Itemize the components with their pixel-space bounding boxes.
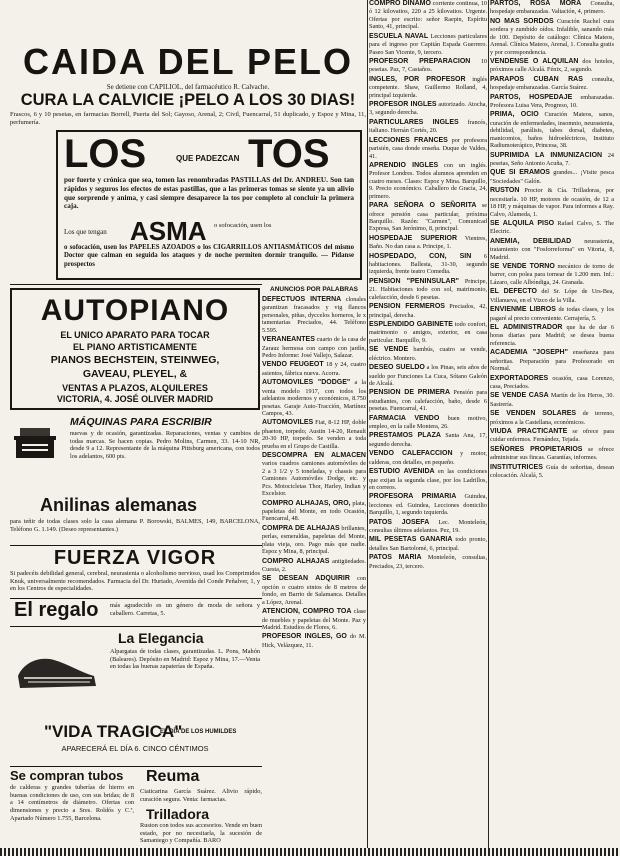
ad-text: Si padecéis debilidad general, cerebral, neurastenia o alcoholismo nervioso, usad los Comprimidos Knuk, universalmente recomendados. Farmacia del Dr. Hurtado, Avenida del Conde Peñalver, 1, y en los Centros de especialidades. [10,570,260,593]
classified-body: varios cuadros camiones automóviles de 2 a 3 1/2 y 5 toneladas, y chassis para Camiones Automóviles Dodge, etc. y Pcs. Motocicletas Thor, Harley, Indian y Excelsior. [262,460,366,498]
ad-subtitle: EL DÍA DE LOS HUMILDES [160,729,237,735]
classified-item [262,558,366,574]
classified-body: consulta, hospedaje embarazadas. García Suárez. [490,75,614,92]
classified-item [369,468,487,491]
classified-body: a la venta modelo 1917, con todos los adelantos modernos y económicos, 8.750 pesetas. Garaje Auto-Tracción, Martínez Campos, 43. [262,379,366,417]
classified-lead: SE VENDEN SOLARES [490,410,577,418]
ad-text: GAVEAU, PLEYEL, & [82,368,188,380]
classified-body: inglés competente. Shaw, Guillermo Rolland, 4, principal izquierda. [369,75,487,99]
classified-item [490,111,614,149]
classified-lead: COMPRO ALHAJAS, ORO, [262,499,351,507]
classified-body: bambús, cuatro se vende, eléctrico. Montero. [369,346,487,362]
ad-text: VENTAS A PLAZOS, ALQUILERES [62,383,208,393]
ad-title: TOS [248,132,330,176]
classified-lead: PRESTAMOS PLAZA [369,432,441,440]
ad-text: más agradecido es un género de moda de señora y caballero. Carretas, 5. [110,602,260,617]
classified-list [369,0,487,570]
classified-body: enseñanza para señoritas. Preparación para Profesorado en Normal. [490,349,614,373]
classified-lead: HOSPEDAJE SUPERIOR [369,234,458,242]
classified-lead: PARTOS, HOSPEDAJE [490,93,573,101]
ad-title: El regalo [14,599,99,621]
ad-text: nuevas y de ocasión, garantizadas. Reparaciones, ventas y cambios de todas marcas. Se hacen copias. Pedro Molins, Carmen, 33. 14-10 NR, desde 9 a 12. Representante de la máquina Pittsburg americana, con todos los adelantos, 600 pts. [70,430,260,461]
classified-item [369,101,487,117]
classified-lead: DEFECTUOS INTERNA [262,296,342,303]
classified-item [490,306,614,322]
classified-body: 18 y 24, cuatro asientos, fábrica nueva. Acorra. [262,361,366,377]
classified-column-4 [490,0,614,848]
classified-item [369,0,487,31]
ad-text: o sofocación, usen los PAPELES AZOADOS o los CIGARRILLOS ANTIASMÁTICOS del mismo Doctor que calman en seguida los ataques y de noche permiten dormir tranquilo. — Pídanse prospectos [64,244,354,268]
classified-lead: ESCUELA NAVAL [369,32,429,40]
classified-body: del Sr. Lópe de Urs-Bea, Villanueva, en el Vizco de la Villa. [490,288,614,304]
ad-text: APARECERÁ EL DÍA 6. CINCO CÉNTIMOS [61,744,209,753]
classified-body: buen motivo, empleo, en la calle Montera, 26. [369,414,487,431]
classified-lead: PARTICULARES INGLES [369,118,459,126]
classified-item [262,296,366,334]
classified-item [490,349,614,372]
classified-body: Lecciones particulares para el ingreso por Capitán Espada Guerrero. Paseo San Vicente, 9, tercero. [369,32,487,56]
classified-item [262,575,366,606]
divider [10,766,262,767]
classified-list [262,296,366,649]
ad-text: Alpargatas de todas clases, garantizadas. L. Pons, Mahón (Baleares). Depósito en Madrid: Espoz y Mina, 17.—Venta en todas las buenas zapaterías de España. [110,648,260,671]
ad-title: LOS [64,132,147,176]
ad-text: Los que tengan [64,228,107,236]
ad-title: Trilladora [146,806,210,822]
ad-tos [56,130,362,280]
classified-body: Vientres, Baño. No dan casa a. Principe, 1. [369,234,487,251]
column-rule [488,0,489,848]
classified-lead: VENDO FEUGEOT [262,361,324,369]
classified-column-mid [262,286,366,848]
ad-text: PIANOS BECHSTEIN, STEINWEG, [50,354,220,366]
ad-title: La Elegancia [118,630,204,646]
classified-item [490,58,614,74]
classified-item [490,375,614,391]
classified-body: Curación Mateos, sanos, curación de enfermedades, insomnio, neurastenia, debilidad, parálisis, tabes dorsal, diabetes, manicomios, baños hidroeléctricos, Instituto Radiumoterápico, Princesa, 38. [490,111,614,150]
ad-text: o sofocación, usen los [214,222,272,229]
classified-list [490,0,614,479]
classified-item [369,536,487,552]
classified-lead: SE DESEAN ADQUIRIR [262,575,350,583]
classified-body: brillantes, perlas, esmeraldas, papeletas del Monte, plata vieja, oro. Pago más que nadie. Espoz y Mina, 8, principal. [262,524,366,556]
classified-lead: NO MAS SORDOS [490,17,554,25]
classified-item [490,263,614,286]
classified-body: Monteleón, consultas, Preciados, 23, tercero. [369,554,487,570]
classified-body: de todas clases, y los pagaré al precio conveniente. Cerrajería, 5. [490,306,614,322]
classified-body: todo confort, matrimonio o amigos, exterior, en casa particular. Barquillo, 9. [369,321,487,344]
ad-maquinas [10,414,260,496]
classified-lead: ESTUDIO AVENIDA [369,468,435,476]
classified-body: 24 pesetas, Seño Antonio Acuña, 7. [490,151,614,167]
classified-item [490,220,614,236]
classified-body: ocasión, casa Lorenzo, casa, Preciados. [490,374,614,390]
classified-lead: ACADEMIA "JOSEPH" [490,349,568,357]
classified-lead: EL ADMINISTRADOR [490,323,563,331]
classified-lead: INGLES, POR PROFESOR [369,75,466,83]
classified-lead: QUE SI ERAMOS [490,169,550,177]
classified-body: clase de muebles y papeletas del Monte. Paz y Madrid. Estudios de Flores, 6. [262,608,366,631]
ad-text: por fuerte y crónica que sea, tomen las renombradas PASTILLAS del Dr. ANDREU. Son tan rápidos y seguros los efectos de estas pastillas, que a las primeras tomas se siente ya un alivio que sorprende y anima, y casi siempre desaparece la tos por completo al concluir la primera caja. [64,176,354,211]
ad-text: VICTORIA, 4. JOSÉ OLIVER MADRID [56,394,214,404]
classified-item [490,0,614,16]
classified-body: Fiat, 8-12 HP, doble phaeton, torpedo; Austin 14-20, Renault 20-30 HP, torpedo. Se venden a toda prueba en el Grupo de Castilla. [262,419,366,450]
classified-lead: PENSION FERMEROS [369,303,445,311]
classified-body: Preciados, 42, principal, derecha. [369,303,487,319]
classified-item [262,361,366,377]
classified-body: se ofrece pensión casa particular, próxima Barquillo. Razón: "Carmen", Comunicad Expresa, San Jerónimo, 8, principal. [369,202,487,233]
classified-item [262,336,366,359]
ad-title: ASMA [130,216,207,246]
classified-body: francés, italiano. Hernán Cortés, 20. [369,118,487,135]
classified-lead: PENSION "PENINSULAR" [369,277,459,285]
ad-vida-tragica [10,718,260,762]
classified-lead: PROFESOR INGLES [369,101,437,109]
classified-item [369,58,487,74]
ad-title: Anilinas alemanas [40,495,198,515]
classified-lead: PATOS MARIA [369,554,422,562]
classified-item [369,450,487,466]
classified-item [490,94,614,110]
classified-body: Consulta, hospedaje embarazadas. Valtación, 4, primero. [490,0,614,16]
classified-body: Curación Rachel cura sordera y zumbido oídos. Infalible, sanando más de 100. Depósito de catálogo: Clínica Mateos, Arenal. Clínica Mateos, Arenal, 1. Consulta gratis y por correspondencia. [490,17,614,56]
classified-body: dos hoteles, próximos calle Alcalá. Fénix, 2, segundo. [490,57,614,74]
classified-item [490,18,614,56]
classified-item [262,633,366,649]
classified-body: Principe, 21. Habitaciones todo con sol, matrimonio, calefacción, desde 6 pesetas. [369,277,487,301]
classified-lead: PARA SEÑORA O SEÑORITA [369,202,477,210]
classified-item [369,493,487,516]
classified-item [369,389,487,412]
classified-body: Guindea, lecciones ed. Guindea, Lecciones domicilio Barquillo, 1, segundo izquierda. [369,493,487,517]
ad-trilladora [140,806,262,848]
ad-text: Ciaticarina García Suárez. Alivio rápido, curación segura. Venta: farmacias. [140,788,262,803]
classified-body: do M. Hick, Velázquez, 11. [262,633,366,649]
ad-regalo [10,600,260,626]
classified-lead: PRIMA, OCIO [490,111,539,119]
classified-lead: SE VENDE [369,346,409,354]
classified-lead: VENDENSE O ALQUILAN [490,57,579,65]
classified-item [490,76,614,92]
classified-lead: COMPRO ALHAJAS [262,557,330,565]
classified-lead: PARTOS, ROSA MORA [490,0,582,7]
classified-item [262,608,366,631]
classified-lead: DESCOMPRA EN ALMACEN [262,452,366,460]
page-bottom-edge [0,848,620,856]
classified-body: clonales garantizan fracasados y vig flancos personales, piñas, dyccelos horneros, le x tamentarias Preciados, 44. Teléfono 5.595. [262,296,366,334]
classified-body: 10 pesetas. Paz, 7, Castaños. [369,57,487,74]
ad-title: "VIDA TRAGICA" [44,722,183,741]
classified-item [369,415,487,431]
ad-text: de calderas y grandes tuberías de hierro en buenas condiciones de uso, con sus bridas; de 8 a 14 centímetros de diámetro. Ofertas con dimensiones y precio a Sres. Roldós y C.ª, Apartado Número 1.755, Barcelona. [10,784,134,822]
classified-body: por profesora parisién, casa donde enseña. Duque de Valdes, 41. [369,136,487,160]
classified-item [369,162,487,200]
ad-text: EL UNICO APARATO PARA TOCAR [60,330,210,340]
classified-lead: EXPORTADORES [490,374,549,382]
ad-tubos [10,768,136,848]
classified-lead: SE VENDE TORNO [490,263,555,271]
classified-item [369,346,487,362]
ad-elegancia [10,628,260,718]
classified-body: Martín de los Heros, 30. Sastrería. [490,392,614,408]
ad-anilinas [10,496,260,544]
classified-item [369,137,487,160]
ad-title: Se compran tubos [10,768,124,783]
classified-body: cuarto de la casa de Zarauz hermosa con campo con jardín, Pedro Informe: José Vallejo, Salazar. [262,336,366,359]
section-header: ANUNCIOS POR PALABRAS [270,286,358,293]
classified-body: Lec. Monteleón, consultas últimos adelantos. Pez, 19. [369,518,487,535]
ad-title: Reuma [146,768,200,785]
ad-slogan: CURA LA CALVICIE ¡PELO A LOS 30 DIAS! [20,91,356,109]
classified-lead: VIUDA PRACTICANTE [490,427,568,435]
classified-body: antigüedades. Cuesta, 2. [262,557,366,574]
classified-item [369,235,487,251]
ad-fuerza-vigor [10,548,260,598]
classified-body: Pensión para estudiantes, con calefacción, baño, desde 6 pesetas. Fuencarral, 41. [369,389,487,413]
ad-title: AUTOPIANO [40,294,230,327]
classified-lead: PROFESOR INGLES, GO [262,633,347,641]
classified-lead: MIL PESETAS GANARIA [369,536,453,544]
classified-item [490,464,614,480]
classified-lead: FARMACIA VENDO [369,414,440,422]
classified-item [369,202,487,233]
classified-item [490,392,614,408]
classified-lead: APRENDIO INGLES [369,161,439,169]
classified-lead: PARAPOS CUBAN RAS [490,75,583,83]
divider [10,284,262,285]
classified-lead: PATOS JOSEFA [369,518,430,526]
classified-body: y motor, calderas, con detalles, en pequeño. [369,450,487,466]
ad-text: EL PIANO ARTISTICAMENTE [72,342,197,352]
classified-item [262,525,366,556]
divider [10,626,262,627]
classified-lead: SUPRIMIDA LA INMUNIZACION [490,151,603,159]
classified-item [369,303,487,319]
ad-caida-del-pelo [10,0,366,128]
classified-lead: VENDO CALEFACCION [369,450,453,458]
ad-title: CAIDA DEL PELO [22,41,354,82]
classified-column-3 [369,0,487,848]
classified-body: con un inglés. Profesor Londres. Todos alumnos aprenden en cuatro meses. Clases: Espoz y Mina. Barquillo, 9. Precio económico. Caballero de Gracia, 24, primero. [369,161,487,200]
ad-title: FUERZA VIGOR [53,547,217,569]
classified-item [490,187,614,218]
classified-body: de terreno, próximos a la Castellana, económicos. [490,410,614,426]
classified-lead: HOSPEDADO, CON, SIN [369,252,472,260]
classified-body: se ofrece para cuidar enfermos. Fernández, Tejada. [490,427,614,444]
classified-item [369,321,487,344]
column-rule [367,0,368,848]
classified-item [369,33,487,56]
classified-item [490,410,614,426]
classified-body: 6 habitaciones. Ballesta, 31-30, segundo izquierda, frente teatro Comedia. [369,252,487,276]
classified-body: corriente continua, 10 ó 12 kilovatios, 220 a 25 kilovatios. Urgente. Ofertas por escrito: señor Raepin, Espíritu Santo, 41, principal. [369,0,487,31]
classified-body: a los Pinas, seis años de sueldo por Funciones La Cuca, Sótano Galeón de Alcalá. [369,364,487,387]
shoe-icon [14,642,100,698]
classified-body: Santa Ana, 17, segundo derecha. [369,432,487,448]
classified-item [490,324,614,347]
classified-item [369,278,487,301]
ad-text: Ruston con todos sus accesorios. Vende en buen estado, por no necesitarla, la sucesión de Samaniego y Compañía. BARO [140,822,262,845]
ad-autopiano [10,288,260,410]
classified-body: todo pronto, detalles San Bartolomé, 6, principal. [369,536,487,552]
classified-item [369,519,487,535]
classified-item [490,238,614,261]
classified-item [262,419,366,450]
typewriter-icon [12,422,58,462]
classified-body: se ofrece administrar sus fincas. Garantías, informes. [490,445,614,462]
classified-lead: PROFESORA PRIMARIA [369,493,457,501]
classified-lead: VERANEANTES [262,336,315,344]
classified-lead: PROFESOR PREPARACION [369,57,471,65]
classified-body: en las condiciones que exijan la segunda clase, por los Ladrillos, en correos. [369,468,487,491]
classified-item [369,554,487,570]
classified-item [490,288,614,304]
classified-body: embarazadas. Profesora Luisa Vera, Progreso, 10. [490,93,614,110]
classified-body: grandes... ¡Visite pesca "Sociedades" Galón. [490,169,614,185]
classified-body: autorizado. Atocha, 3, segundo derecha. [369,101,487,117]
classified-lead: AUTOMOVILES [262,419,314,427]
classified-item [262,379,366,417]
classified-item [490,446,614,462]
classified-item [262,500,366,523]
ad-text: para teñir de todas clases solo la casa alemana P. Borowski, BALMES, 149, BARCELONA, Teléfono G. 1.149. (Deseo representantes.) [10,518,260,533]
classified-item [262,452,366,498]
classified-item [369,76,487,99]
classified-lead: ENVIENME LIBROS [490,306,556,314]
classified-lead: SEÑORES PROPIETARIOS [490,445,583,453]
classified-item [369,364,487,387]
ad-subtitle: QUE PADEZCAN [176,154,240,163]
classified-body: mecánico de torno de barrer, con polea para tornear de 1.200 mm. Inf.: Lázaro, calle Albóndiga, 24. Granada. [490,263,614,286]
classified-body: con opción o cuatro eintos de 8 metros de fondo, en Barrio de Salamanca. Detalles a López, Arenal. [262,575,366,606]
classified-body: Proctor & Cía. Trilladoras, por necesitarla. 10 HP, motores de ocasión, de 12 a 18 HP, y máquinas de vapor. Para informes a Ray. Calvo, Alameda, 1. [490,187,614,218]
classified-lead: SE ALQUILA PISO [490,219,555,227]
classified-lead: RUSTON [490,187,520,195]
classified-item [369,432,487,448]
classified-item [490,152,614,168]
classified-lead: ANEMIA, DEBILIDAD [490,237,572,245]
classified-item [490,428,614,444]
ad-text: Frascos, 6 y 10 pesetas, en farmacias Borrell, Puerta del Sol; Gayoso, Arenal, 2; Civil, Fuencarral, 51 duplicado, y Espoz y Mina, 11, perfumería. [10,111,366,126]
classified-item [490,169,614,185]
classified-body: que ha de dar 6 horas diarias para Madrid; se desea buena referencia. [490,323,614,347]
divider [10,545,262,546]
classified-lead: COMPRO DINAMO [369,0,431,7]
classified-lead: AUTOMOVILES "DODGE" [262,379,351,387]
classified-lead: COMPRA DE ALHAJAS [262,524,340,532]
classified-item [369,119,487,135]
classified-body: Guía de señoritas, desean colocación. Alcalá, 5. [490,463,614,480]
classified-body: Rafael Calvo, 5. The Electric. [490,219,614,236]
classified-lead: SE VENDE CASA [490,392,549,400]
classified-lead: ATENCION, COMPRO TOA [262,608,352,616]
classified-lead: ESPLENDIDO GABINETE [369,321,453,329]
classified-lead: INSTITUTRICES [490,463,543,471]
classified-lead: EL DEFECTO [490,288,537,296]
ad-subtitle: Se detiene con CAPILIOL, del farmacéutico R. Calvache. [106,83,270,91]
classified-item [369,253,487,276]
classified-lead: DESEO SUELDO [369,364,425,372]
ad-title: MÁQUINAS PARA ESCRIBIR [70,416,212,428]
classified-body: plata, papeletas del Monte, en todo Ocasión, Fuencarral, 48. [262,499,366,523]
ad-reuma [140,768,262,806]
classified-lead: PENSION DE PRIMERA [369,389,451,397]
classified-body: neurastenia, tratamiento con "Fosforreforma" en Vitoria, 8, Madrid. [490,237,614,261]
classified-lead: LECCIONES FRANCES [369,136,448,144]
